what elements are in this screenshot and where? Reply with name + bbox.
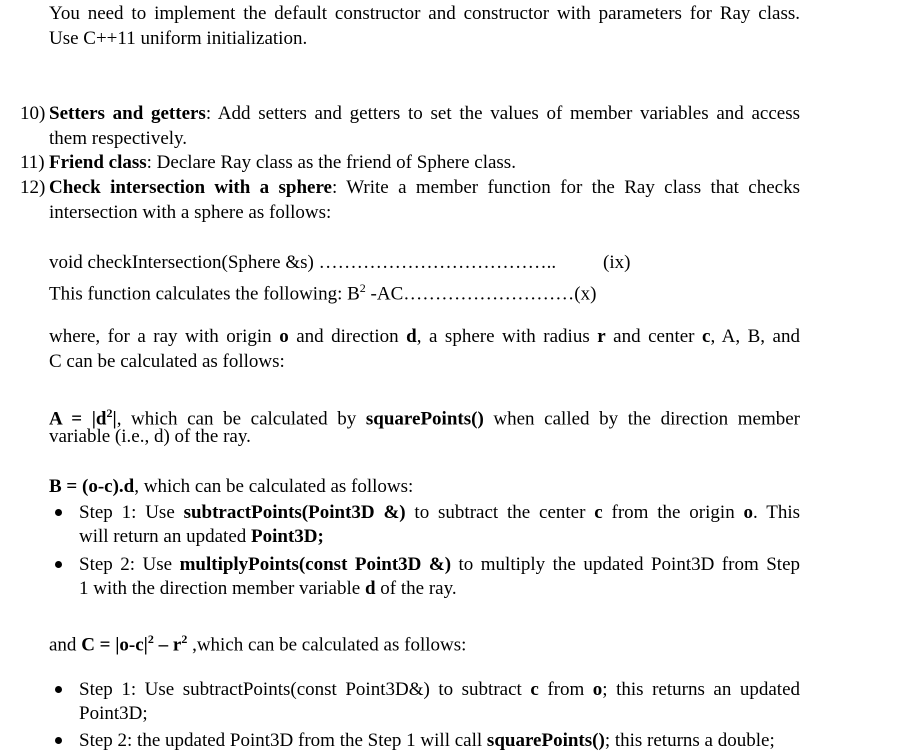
a-def-line-1: $A = |d^2|$, which can be calculated by squarePoints() when called by the direction member: [49, 406, 800, 430]
c-def-line: and $C = |o-c|^2 - r^2$ ,which can be calculated as follows:: [49, 632, 467, 656]
b-step-2-line-2: 1 with the direction member variable d of the ray.: [79, 578, 457, 599]
intro-line-2: Use C++11 uniform initialization.: [49, 28, 308, 49]
where-line-1: where, for a ray with origin o and direction d, a sphere with radius r and center c, A, B, and: [49, 326, 800, 347]
item-10-title: Setters and getters: [49, 103, 206, 124]
c-step-1-line-2: Point3D;: [79, 703, 148, 724]
c-step-2-line-1: Step 2: the updated Point3D from the Step 1 will call squarePoints(); this returns a double;: [79, 730, 775, 751]
b-step-1-line-2: will return an updated Point3D;: [79, 526, 324, 547]
signature-line: [49, 251, 556, 275]
calc-dots: ………………………: [403, 283, 575, 305]
signature-code: void checkIntersection(Sphere &s): [49, 252, 319, 273]
item-10-line-1: Setters and getters: Add setters and getters to set the values of member variables and access: [49, 103, 800, 124]
b-step-1-line-1: Step 1: Use subtractPoints(Point3D &) to subtract the center c from the origin o. This: [79, 502, 801, 523]
item-10-line-2: them respectively.: [49, 128, 188, 149]
c-step-1-line-1: Step 1: Use subtractPoints(const Point3D&) to subtract c from o; this returns an updated: [79, 679, 801, 700]
bullet-icon: [55, 509, 62, 516]
where-line-2: C can be calculated as follows:: [49, 351, 285, 372]
bullet-icon: [55, 737, 62, 744]
a-def-line-2: variable (i.e., d) of the ray.: [49, 426, 251, 447]
item-12-line-2: intersection with a sphere as follows:: [49, 202, 332, 223]
item-12-line-1: Check intersection with a sphere: Write a member function for the Ray class that checks: [49, 177, 800, 198]
item-11-title: Friend class: [49, 152, 147, 173]
bullet-icon: [55, 561, 62, 568]
item-11-number: 11): [20, 152, 45, 173]
item-11-line-1: Friend class: Declare Ray class as the friend of Sphere class.: [49, 152, 516, 173]
b-def-line: B = (o-c).d, which can be calculated as follows:: [49, 476, 414, 497]
signature-dots: ………………………………..: [318, 252, 557, 273]
item-12-number: 12): [20, 177, 46, 198]
calc-sup: 2: [359, 281, 366, 295]
calc-label: (x): [574, 283, 597, 305]
bullet-icon: [55, 686, 62, 693]
item-10-number: 10): [20, 103, 46, 124]
item-12-title: Check intersection with a sphere: [49, 177, 332, 198]
calc-line: This function calculates the following: $B^2$ -AC………………………(x): [49, 281, 597, 305]
b-step-2-line-1: Step 2: Use multiplyPoints(const Point3D &) to multiply the updated Point3D from Step: [79, 554, 801, 575]
signature-label: (ix): [603, 252, 631, 273]
intro-line-1: You need to implement the default constructor and constructor with parameters for Ray class.: [49, 3, 800, 24]
